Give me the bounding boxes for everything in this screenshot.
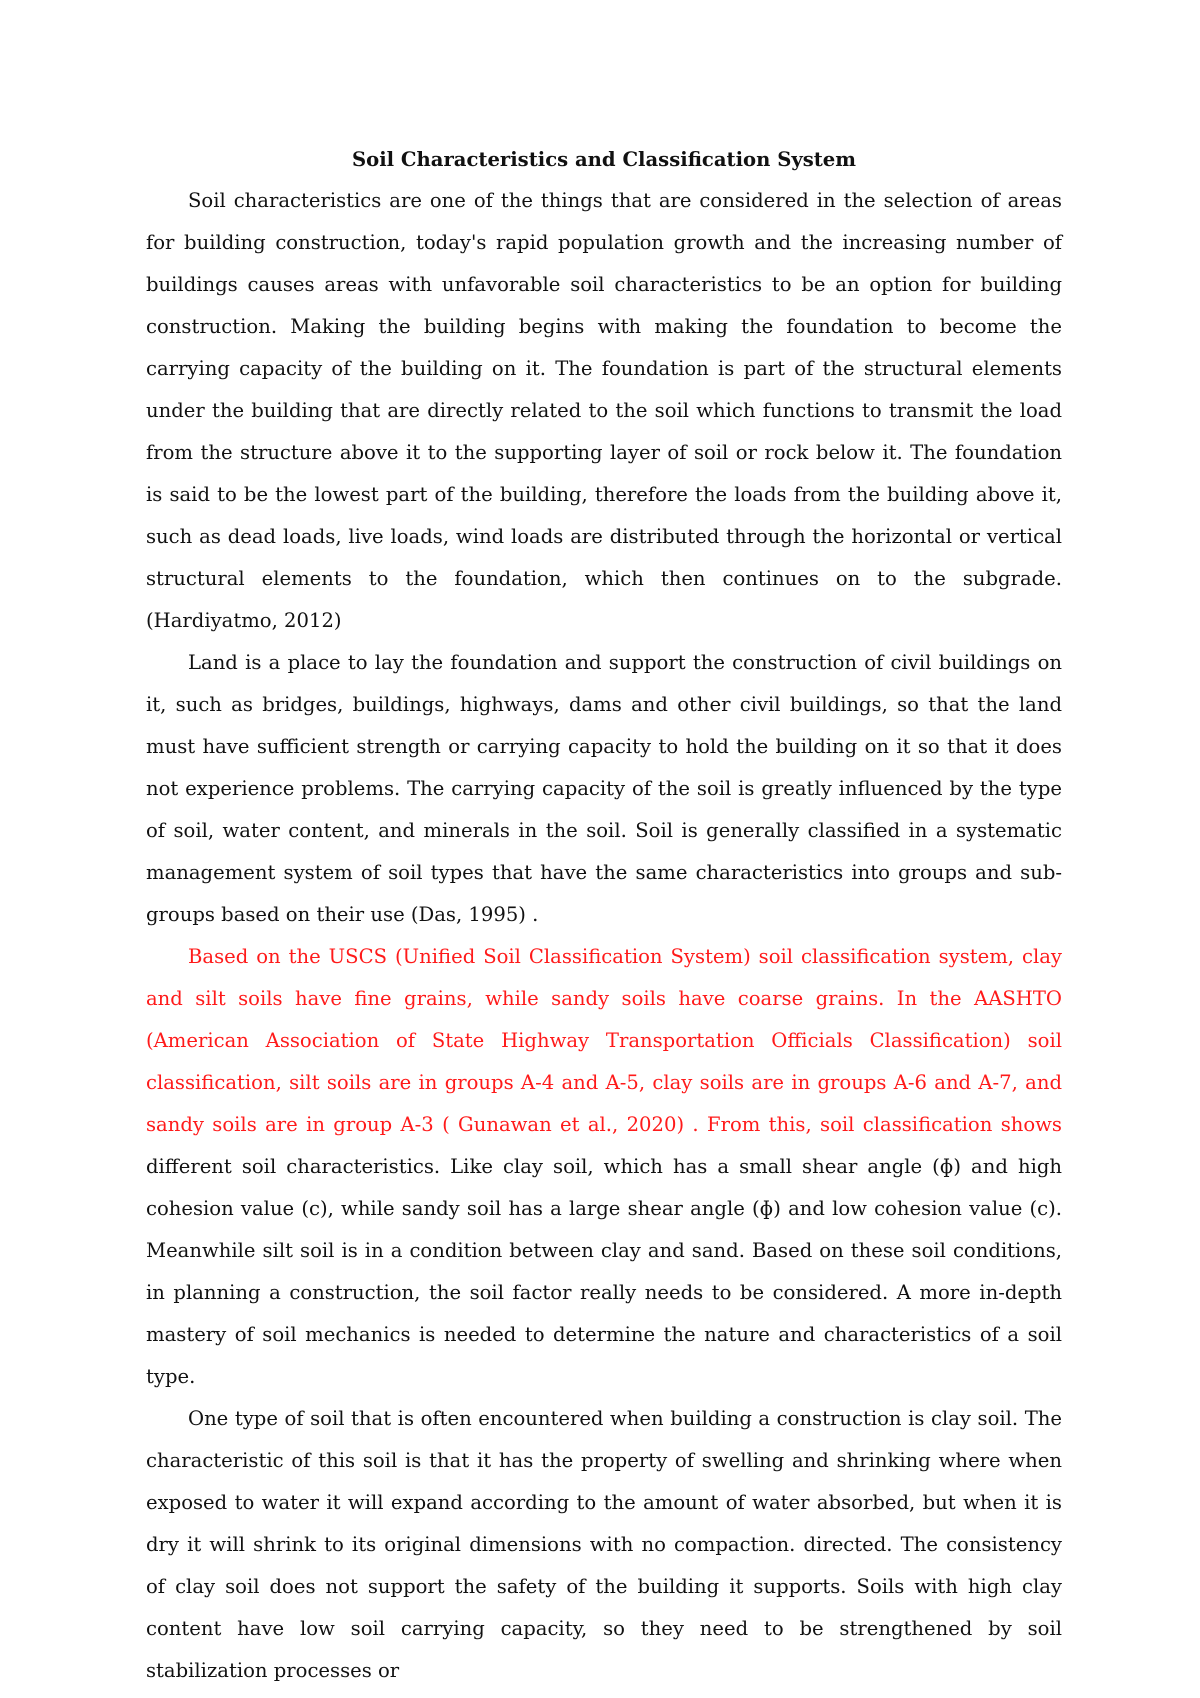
document-title: Soil Characteristics and Classification System: [351, 148, 857, 171]
highlighted-text: Based on the USCS (Unified Soil Classification System) soil classification system, clay and silt soils have fine grains, while sandy soils have coarse grains. In the AASHTO (American Association of State Highway Transportation Officials Classification) soil classification, silt soils are in groups A-4 and A-5, clay soils are in groups A-6 and A-7, and sandy soils are in group A-3 ( Gunawan et al., 2020) . From this, soil classification shows: [146, 945, 1062, 1136]
paragraph-4: One type of soil that is often encountered when building a construction is clay soil. The characteristic of this soil is that it has the property of swelling and shrinking where when exposed to water it will expand according to the amount of water absorbed, but when it is dry it will shrink to its original dimensions with no compaction. directed. The consistency of clay soil does not support the safety of the building it supports. Soils with high clay content have low soil carrying capacity, so they need to be strengthened by soil stabilization processes or: [146, 1407, 1062, 1682]
paragraph-2: Land is a place to lay the foundation and support the construction of civil buildings on it, such as bridges, buildings, highways, dams and other civil buildings, so that the land must have sufficient strength or carrying capacity to hold the building on it so that it does not experience problems. The carrying capacity of the soil is greatly influenced by the type of soil, water content, and minerals in the soil. Soil is generally classified in a systematic management system of soil types that have the same characteristics into groups and sub-groups based on their use (Das, 1995) .: [146, 651, 1062, 926]
paragraph-3-text: different soil characteristics. Like clay soil, which has a small shear angle (ɸ) and high cohesion value (c), while sandy soil has a large shear angle (ɸ) and low cohesion value (c). Meanwhile silt soil is in a condition between clay and sand. Based on these soil conditions, in planning a construction, the soil factor really needs to be considered. A more in-depth mastery of soil mechanics is needed to determine the nature and characteristics of a soil type.: [146, 1155, 1062, 1388]
paragraph-3: [146, 936, 1062, 1398]
paragraph-1: Soil characteristics are one of the things that are considered in the selection of areas for building construction, today's rapid population growth and the increasing number of buildings causes areas with unfavorable soil characteristics to be an option for building construction. Making the building begins with making the foundation to become the carrying capacity of the building on it. The foundation is part of the structural elements under the building that are directly related to the soil which functions to transmit the load from the structure above it to the supporting layer of soil or rock below it. The foundation is said to be the lowest part of the building, therefore the loads from the building above it, such as dead loads, live loads, wind loads are distributed through the horizontal or vertical structural elements to the foundation, which then continues on to the subgrade. (Hardiyatmo, 2012): [146, 189, 1062, 632]
document-body: [146, 140, 1062, 1692]
